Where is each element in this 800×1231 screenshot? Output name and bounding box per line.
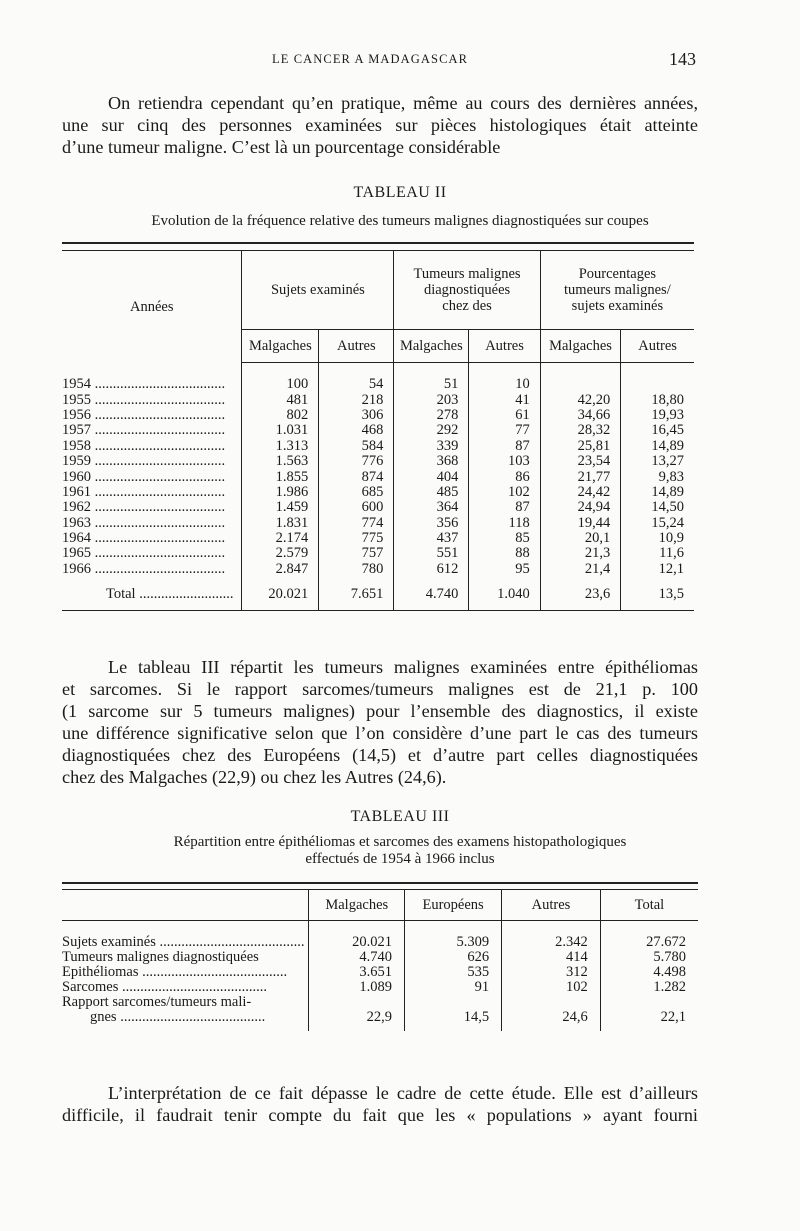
value-cell: 91 <box>405 980 502 995</box>
year-cell: 1957 .................................... <box>62 423 242 438</box>
total-cell: 13,5 <box>621 577 694 611</box>
value-cell: 5.309 <box>405 921 502 951</box>
year-cell: 1965 .................................... <box>62 546 242 561</box>
value-cell: 3.651 <box>309 965 405 980</box>
table3-subtitle: Répartition entre épithéliomas et sarcomes des examens histopathologiques effectués de 1954 à 1966 inclus <box>173 834 627 867</box>
value-cell: 364 <box>394 500 469 515</box>
year-cell: 1961 .................................... <box>62 485 242 500</box>
value-cell: 775 <box>319 531 394 546</box>
year-cell: 1960 .................................... <box>62 469 242 484</box>
value-cell: 27.672 <box>646 934 686 950</box>
row-label: Rapport sarcomes/tumeurs mali- gnes ........................................ <box>62 995 309 1031</box>
table-row <box>62 454 694 469</box>
value-cell: 4.498 <box>653 964 686 980</box>
value-cell: 1.459 <box>242 500 319 515</box>
subcol-header: Malgaches <box>540 330 620 363</box>
year-cell: 1954 .................................... <box>62 363 242 393</box>
value-cell: 1.563 <box>242 454 319 469</box>
value-cell: 24,42 <box>540 485 620 500</box>
page-number: 143 <box>669 49 696 69</box>
year-cell: 1966 .................................... <box>62 562 242 577</box>
value-cell: 14,5 <box>405 995 502 1031</box>
col-europeens: Européens <box>405 890 502 921</box>
subcol-header: Autres <box>469 330 540 363</box>
value-cell: 22,9 <box>309 995 405 1031</box>
value-cell: 414 <box>502 950 601 965</box>
row-label: Sarcomes ........................................ <box>62 980 309 995</box>
value-cell: 19,93 <box>651 406 684 423</box>
value-cell: 21,3 <box>540 546 620 561</box>
value-cell: 88 <box>469 546 540 561</box>
value-cell: 1.986 <box>242 485 319 500</box>
value-cell: 14,89 <box>651 437 684 454</box>
value-cell: 2.579 <box>242 546 319 561</box>
year-cell: 1963 .................................... <box>62 516 242 531</box>
paragraph-intro: On retiendra cependant qu’en pratique, même au cours des dernières années, une sur cinq des personnes examinées sur pièces histologiques était atteinte d’une tumeur maligne. C’est là un pourcentage considérable <box>62 93 698 157</box>
value-cell: 41 <box>469 392 540 407</box>
col-group-tumours: Tumeurs malignes diagnostiquées chez des <box>394 251 540 330</box>
running-header <box>0 49 800 72</box>
value-cell: 481 <box>242 392 319 407</box>
value-cell: 118 <box>469 516 540 531</box>
value-cell: 20.021 <box>309 921 405 951</box>
value-cell: 312 <box>502 965 601 980</box>
value-cell: 54 <box>319 363 394 393</box>
row-label: Tumeurs malignes diagnostiquées <box>62 950 309 965</box>
value-cell: 203 <box>394 392 469 407</box>
value-cell: 10 <box>469 363 540 393</box>
table-row <box>62 980 698 995</box>
value-cell <box>540 363 620 393</box>
value-cell: 1.855 <box>242 469 319 484</box>
value-cell: 612 <box>394 562 469 577</box>
value-cell: 11,6 <box>659 545 684 562</box>
table-row <box>62 965 698 980</box>
value-cell: 368 <box>394 454 469 469</box>
value-cell: 1.313 <box>242 439 319 454</box>
value-cell: 12,1 <box>658 560 684 577</box>
total-cell: 7.651 <box>319 577 394 611</box>
total-cell: 4.740 <box>394 577 469 611</box>
table-row <box>62 546 694 561</box>
subcol-header: Autres <box>319 330 394 363</box>
value-cell: 757 <box>319 546 394 561</box>
value-cell: 780 <box>319 562 394 577</box>
table-row <box>62 408 694 423</box>
value-cell: 774 <box>319 516 394 531</box>
value-cell: 802 <box>242 408 319 423</box>
value-cell: 51 <box>394 363 469 393</box>
running-title: LE CANCER A MADAGASCAR <box>272 52 469 66</box>
year-cell: 1959 .................................... <box>62 454 242 469</box>
table2-subtitle: Evolution de la fréquence relative des tumeurs malignes diagnostiquées sur coupes <box>151 213 649 229</box>
table-row <box>62 516 694 531</box>
table-row <box>62 423 694 438</box>
value-cell: 18,80 <box>651 391 684 408</box>
total-label: Total .......................... <box>62 577 242 611</box>
value-cell: 21,4 <box>540 562 620 577</box>
value-cell: 23,54 <box>540 454 620 469</box>
value-cell: 102 <box>502 980 601 995</box>
value-cell: 626 <box>405 950 502 965</box>
value-cell: 34,66 <box>540 408 620 423</box>
value-cell: 9,83 <box>658 468 684 485</box>
value-cell: 468 <box>319 423 394 438</box>
table-row <box>62 392 694 407</box>
value-cell: 584 <box>319 439 394 454</box>
value-cell: 1.089 <box>309 980 405 995</box>
value-cell: 15,24 <box>651 514 684 531</box>
value-cell: 5.780 <box>653 949 686 965</box>
total-row <box>62 577 694 611</box>
value-cell: 25,81 <box>540 439 620 454</box>
total-cell: 1.040 <box>469 577 540 611</box>
value-cell: 339 <box>394 439 469 454</box>
table3-caption: TABLEAU III <box>350 808 450 825</box>
value-cell: 100 <box>242 363 319 393</box>
col-malgaches: Malgaches <box>309 890 405 921</box>
value-cell: 42,20 <box>540 392 620 407</box>
value-cell: 218 <box>319 392 394 407</box>
table-row <box>62 921 698 951</box>
value-cell: 103 <box>469 454 540 469</box>
year-cell: 1964 .................................... <box>62 531 242 546</box>
value-cell: 278 <box>394 408 469 423</box>
value-cell: 1.282 <box>653 979 686 995</box>
total-cell: 20.021 <box>242 577 319 611</box>
value-cell: 19,44 <box>540 516 620 531</box>
value-cell: 14,50 <box>651 499 684 516</box>
value-cell: 85 <box>469 531 540 546</box>
row-label: Sujets examinés ........................................ <box>62 921 309 951</box>
value-cell: 10,9 <box>658 530 684 547</box>
year-cell: 1956 .................................... <box>62 408 242 423</box>
value-cell: 600 <box>319 500 394 515</box>
table-row <box>62 485 694 500</box>
value-cell: 20,1 <box>540 531 620 546</box>
value-cell: 2.342 <box>502 921 601 951</box>
table2 <box>62 242 694 611</box>
value-cell: 22,1 <box>660 1009 686 1025</box>
subcol-header: Autres <box>621 330 694 363</box>
subcol-header: Malgaches <box>394 330 469 363</box>
value-cell: 2.847 <box>242 562 319 577</box>
table-row <box>62 531 694 546</box>
table-row <box>62 439 694 454</box>
value-cell: 776 <box>319 454 394 469</box>
paragraph-conclusion: L’interprétation de ce fait dépasse le cadre de cette étude. Elle est d’ailleurs difficile, il faudrait tenir compte du fait que les « populations » ayant fourni <box>62 1083 698 1125</box>
col-years: Années <box>62 251 242 363</box>
paragraph-analysis: Le tableau III répartit les tumeurs malignes examinées entre épithéliomas et sarcomes. Si le rapport sarcomes/tumeurs malignes est de 21,1 p. 100 (1 sarcome sur 5 tumeurs malignes) pour l’ensemble des diagnostics, il existe une différence significative selon que l’on considère d’une part le cas des tumeurs diagnostiquées chez des Européens (14,5) et d’autre part celles diagnostiquées chez des Malgaches (22,9) ou chez les Autres (24,6). <box>62 657 698 787</box>
row-label: Epithéliomas ........................................ <box>62 965 309 980</box>
table-row <box>62 363 694 393</box>
table3 <box>62 882 698 1031</box>
subcol-header: Malgaches <box>242 330 319 363</box>
table-row <box>62 562 694 577</box>
table-row <box>62 950 698 965</box>
year-cell: 1962 .................................... <box>62 500 242 515</box>
col-autres: Autres <box>502 890 601 921</box>
value-cell: 21,77 <box>540 469 620 484</box>
value-cell: 551 <box>394 546 469 561</box>
value-cell: 2.174 <box>242 531 319 546</box>
value-cell: 28,32 <box>540 423 620 438</box>
value-cell: 306 <box>319 408 394 423</box>
value-cell: 77 <box>469 423 540 438</box>
value-cell: 437 <box>394 531 469 546</box>
value-cell: 485 <box>394 485 469 500</box>
value-cell: 1.031 <box>242 423 319 438</box>
total-cell: 23,6 <box>540 577 620 611</box>
value-cell: 14,89 <box>651 483 684 500</box>
value-cell: 4.740 <box>309 950 405 965</box>
value-cell: 292 <box>394 423 469 438</box>
value-cell: 874 <box>319 469 394 484</box>
value-cell <box>621 363 694 393</box>
col-total: Total <box>600 890 698 921</box>
value-cell: 16,45 <box>651 422 684 439</box>
value-cell: 86 <box>469 469 540 484</box>
table-row <box>62 995 698 1031</box>
value-cell: 13,27 <box>651 453 684 470</box>
value-cell: 356 <box>394 516 469 531</box>
value-cell: 535 <box>405 965 502 980</box>
year-cell: 1955 .................................... <box>62 392 242 407</box>
value-cell: 685 <box>319 485 394 500</box>
value-cell: 102 <box>469 485 540 500</box>
table-row <box>62 500 694 515</box>
value-cell: 95 <box>469 562 540 577</box>
year-cell: 1958 .................................... <box>62 439 242 454</box>
value-cell: 1.831 <box>242 516 319 531</box>
value-cell: 24,6 <box>502 995 601 1031</box>
table-row <box>62 469 694 484</box>
col-group-subjects: Sujets examinés <box>242 251 394 330</box>
col-group-percentages: Pourcentages tumeurs malignes/ sujets examinés <box>564 266 671 314</box>
table2-caption: TABLEAU II <box>353 184 447 201</box>
value-cell: 404 <box>394 469 469 484</box>
value-cell: 87 <box>469 500 540 515</box>
value-cell: 61 <box>469 408 540 423</box>
value-cell: 87 <box>469 439 540 454</box>
value-cell: 24,94 <box>540 500 620 515</box>
